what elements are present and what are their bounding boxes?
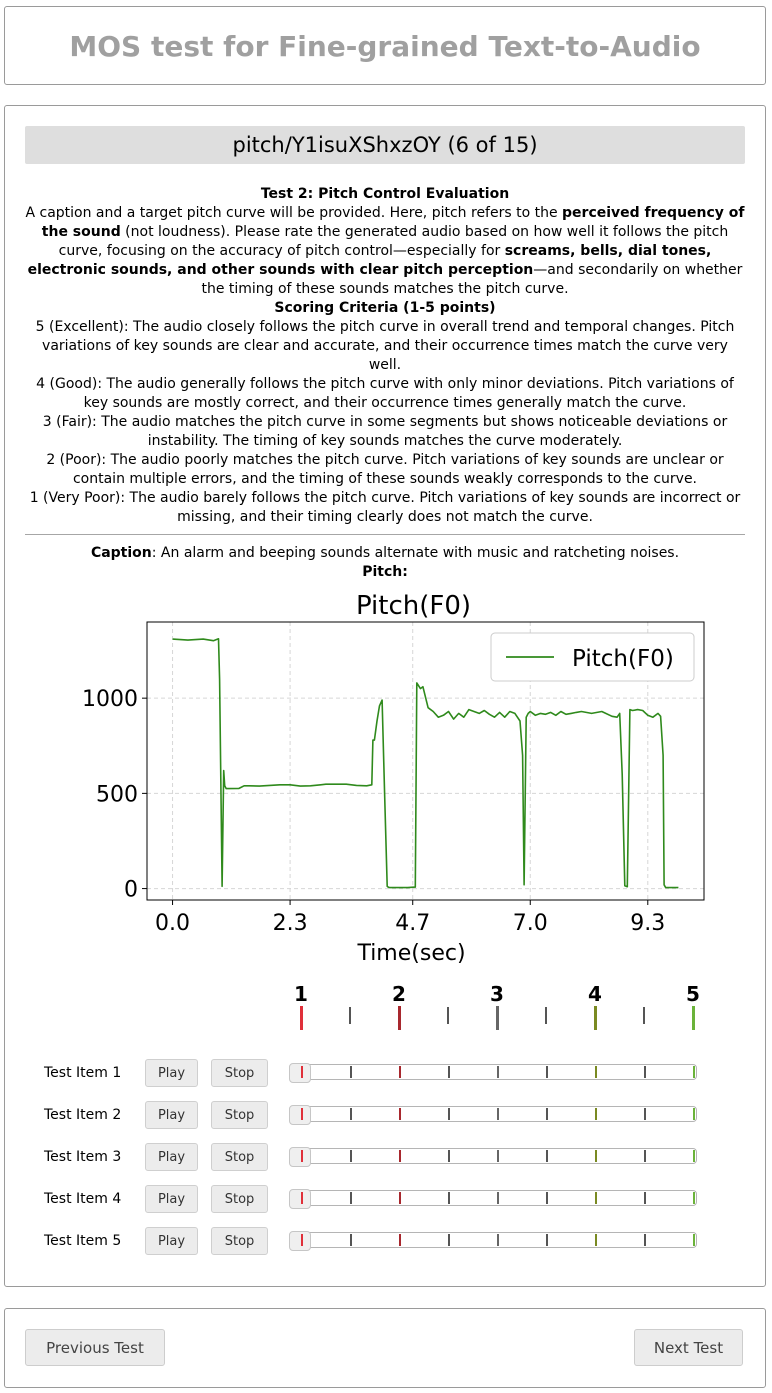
slider-tick	[448, 1108, 450, 1120]
x-tick-label: 9.3	[630, 911, 666, 936]
play-button[interactable]: Play	[145, 1227, 198, 1255]
stop-button[interactable]: Stop	[211, 1101, 268, 1129]
slider-thumb[interactable]	[289, 1189, 311, 1209]
slider-tick	[497, 1192, 499, 1204]
slider-tick	[497, 1066, 499, 1078]
test-item-label: Test Item 3	[44, 1149, 122, 1165]
y-tick-label: 0	[124, 877, 138, 903]
test-item-row	[5, 1227, 767, 1257]
scale-tick	[692, 1006, 695, 1030]
slider-tick	[301, 1192, 303, 1204]
pitch-label: Pitch:	[362, 564, 408, 580]
slider-tick	[693, 1192, 695, 1204]
slider-tick	[595, 1150, 597, 1162]
scale-tick	[594, 1006, 597, 1030]
test-item-label: Test Item 2	[44, 1107, 122, 1123]
slider-tick	[595, 1066, 597, 1078]
test-item-label: Test Item 4	[44, 1191, 122, 1207]
rating-slider[interactable]	[289, 1064, 697, 1080]
slider-tick	[644, 1108, 646, 1120]
caption-text: : An alarm and beeping sounds alternate with music and ratcheting noises.	[151, 545, 680, 561]
slider-tick	[546, 1108, 548, 1120]
scale-label-3: 3	[490, 982, 504, 1006]
slider-tick	[644, 1150, 646, 1162]
x-tick-label: 0.0	[155, 911, 191, 936]
instructions-title: Test 2: Pitch Control Evaluation	[260, 186, 510, 202]
rating-slider[interactable]	[289, 1148, 697, 1164]
slider-tick	[448, 1234, 450, 1246]
divider	[25, 534, 745, 535]
stop-button[interactable]: Stop	[211, 1185, 268, 1213]
slider-thumb[interactable]	[289, 1063, 311, 1083]
stop-button[interactable]: Stop	[211, 1143, 268, 1171]
rating-slider[interactable]	[289, 1106, 697, 1122]
pitch-chart	[60, 586, 710, 966]
intro-text: (not loudness). Please rate the generated audio based on how well it follows the pitch curve, focusing on the accuracy of pitch control—especially for	[58, 224, 729, 259]
slider-tick	[497, 1108, 499, 1120]
slider-tick	[546, 1066, 548, 1078]
test-item-row	[5, 1059, 767, 1089]
slider-tick	[497, 1234, 499, 1246]
scale-tick	[398, 1006, 401, 1030]
slider-thumb[interactable]	[289, 1147, 311, 1167]
slider-tick	[301, 1066, 303, 1078]
slider-thumb[interactable]	[289, 1231, 311, 1251]
title-panel	[4, 6, 766, 85]
test-item-label: Test Item 5	[44, 1233, 122, 1249]
footer-panel	[4, 1308, 766, 1388]
slider-tick	[399, 1234, 401, 1246]
criteria-title: Scoring Criteria (1-5 points)	[274, 300, 496, 316]
intro-text: A caption and a target pitch curve will be provided. Here, pitch refers to the	[25, 205, 563, 221]
legend-label: Pitch(F0)	[572, 646, 674, 672]
slider-tick	[693, 1108, 695, 1120]
instructions	[25, 185, 745, 527]
slider-tick	[448, 1150, 450, 1162]
scale-tick	[643, 1007, 645, 1024]
slider-tick	[595, 1108, 597, 1120]
test-item-row	[5, 1101, 767, 1131]
slider-tick	[350, 1234, 352, 1246]
slider-tick	[399, 1108, 401, 1120]
y-tick-label: 500	[96, 782, 138, 808]
criteria-2: 2 (Poor): The audio poorly matches the pitch curve. Pitch variations of key sounds are unclear or contain multiple errors, and the timing of these sounds weakly corresponds to the curve.	[46, 452, 724, 487]
slider-tick	[595, 1192, 597, 1204]
next-test-button[interactable]: Next Test	[634, 1329, 743, 1366]
scale-tick	[447, 1007, 449, 1024]
play-button[interactable]: Play	[145, 1143, 198, 1171]
scale-tick	[545, 1007, 547, 1024]
scale-label-5: 5	[686, 982, 700, 1006]
slider-tick	[497, 1150, 499, 1162]
scale-tick	[349, 1007, 351, 1024]
slider-tick	[644, 1066, 646, 1078]
instructions-intro	[25, 204, 745, 299]
intro-bold: perceived frequency of the sound	[41, 205, 745, 240]
scale-tick	[300, 1006, 303, 1030]
criteria-1: 1 (Very Poor): The audio barely follows the pitch curve. Pitch variations of key sounds are incorrect or missing, and their timing clearly does not match the curve.	[29, 490, 741, 525]
caption	[25, 544, 745, 582]
previous-test-button[interactable]: Previous Test	[25, 1329, 165, 1366]
play-button[interactable]: Play	[145, 1185, 198, 1213]
slider-tick	[301, 1234, 303, 1246]
criteria-5: 5 (Excellent): The audio closely follows the pitch curve in overall trend and temporal changes. Pitch variations of key sounds are clear and accurate, and their occurrence times match the curve very well.	[35, 319, 735, 373]
scale-label-1: 1	[294, 982, 308, 1006]
trial-header: pitch/Y1isuXShxzOY (6 of 15)	[25, 126, 745, 164]
slider-tick	[301, 1150, 303, 1162]
slider-tick	[693, 1150, 695, 1162]
rating-scale-header	[5, 982, 767, 1032]
slider-tick	[448, 1066, 450, 1078]
chart-title: Pitch(F0)	[355, 591, 472, 621]
play-button[interactable]: Play	[145, 1101, 198, 1129]
slider-tick	[546, 1150, 548, 1162]
slider-tick	[693, 1234, 695, 1246]
slider-tick	[399, 1192, 401, 1204]
slider-tick	[546, 1234, 548, 1246]
scale-label-4: 4	[588, 982, 602, 1006]
caption-label: Caption	[90, 545, 152, 561]
slider-tick	[350, 1066, 352, 1078]
slider-tick	[350, 1192, 352, 1204]
slider-tick	[546, 1192, 548, 1204]
criteria-3: 3 (Fair): The audio matches the pitch curve in some segments but shows noticeable deviations or instability. The timing of key sounds matches the curve moderately.	[42, 414, 728, 449]
slider-tick	[350, 1150, 352, 1162]
stop-button[interactable]: Stop	[211, 1227, 268, 1255]
test-item-row	[5, 1143, 767, 1173]
scale-tick	[496, 1006, 499, 1030]
x-tick-label: 2.3	[272, 911, 308, 936]
x-axis-label: Time(sec)	[357, 941, 466, 966]
slider-tick	[448, 1192, 450, 1204]
x-tick-label: 7.0	[512, 911, 548, 936]
scale-label-2: 2	[392, 982, 406, 1006]
slider-tick	[301, 1108, 303, 1120]
slider-tick	[399, 1066, 401, 1078]
slider-tick	[644, 1234, 646, 1246]
slider-tick	[693, 1066, 695, 1078]
rating-slider[interactable]	[289, 1190, 697, 1206]
trial-panel	[4, 105, 766, 1287]
slider-tick	[350, 1108, 352, 1120]
intro-bold: screams, bells, dial tones, electronic sounds, and other sounds with clear pitch perception	[27, 243, 712, 278]
slider-thumb[interactable]	[289, 1105, 311, 1125]
x-tick-label: 4.7	[395, 911, 431, 936]
criteria-4: 4 (Good): The audio generally follows the pitch curve with only minor deviations. Pitch variations of key sounds are mostly correct, and their occurrence times generally match the curve.	[36, 376, 734, 411]
intro-text: —and secondarily on whether the timing of these sounds matches the pitch curve.	[201, 262, 743, 297]
test-item-label: Test Item 1	[44, 1065, 122, 1081]
slider-tick	[595, 1234, 597, 1246]
y-tick-label: 1000	[82, 687, 138, 713]
slider-tick	[399, 1150, 401, 1162]
play-button[interactable]: Play	[145, 1059, 198, 1087]
stop-button[interactable]: Stop	[211, 1059, 268, 1087]
slider-tick	[644, 1192, 646, 1204]
test-item-row	[5, 1185, 767, 1215]
page-title: MOS test for Fine-grained Text-to-Audio	[69, 30, 701, 63]
rating-slider[interactable]	[289, 1232, 697, 1248]
